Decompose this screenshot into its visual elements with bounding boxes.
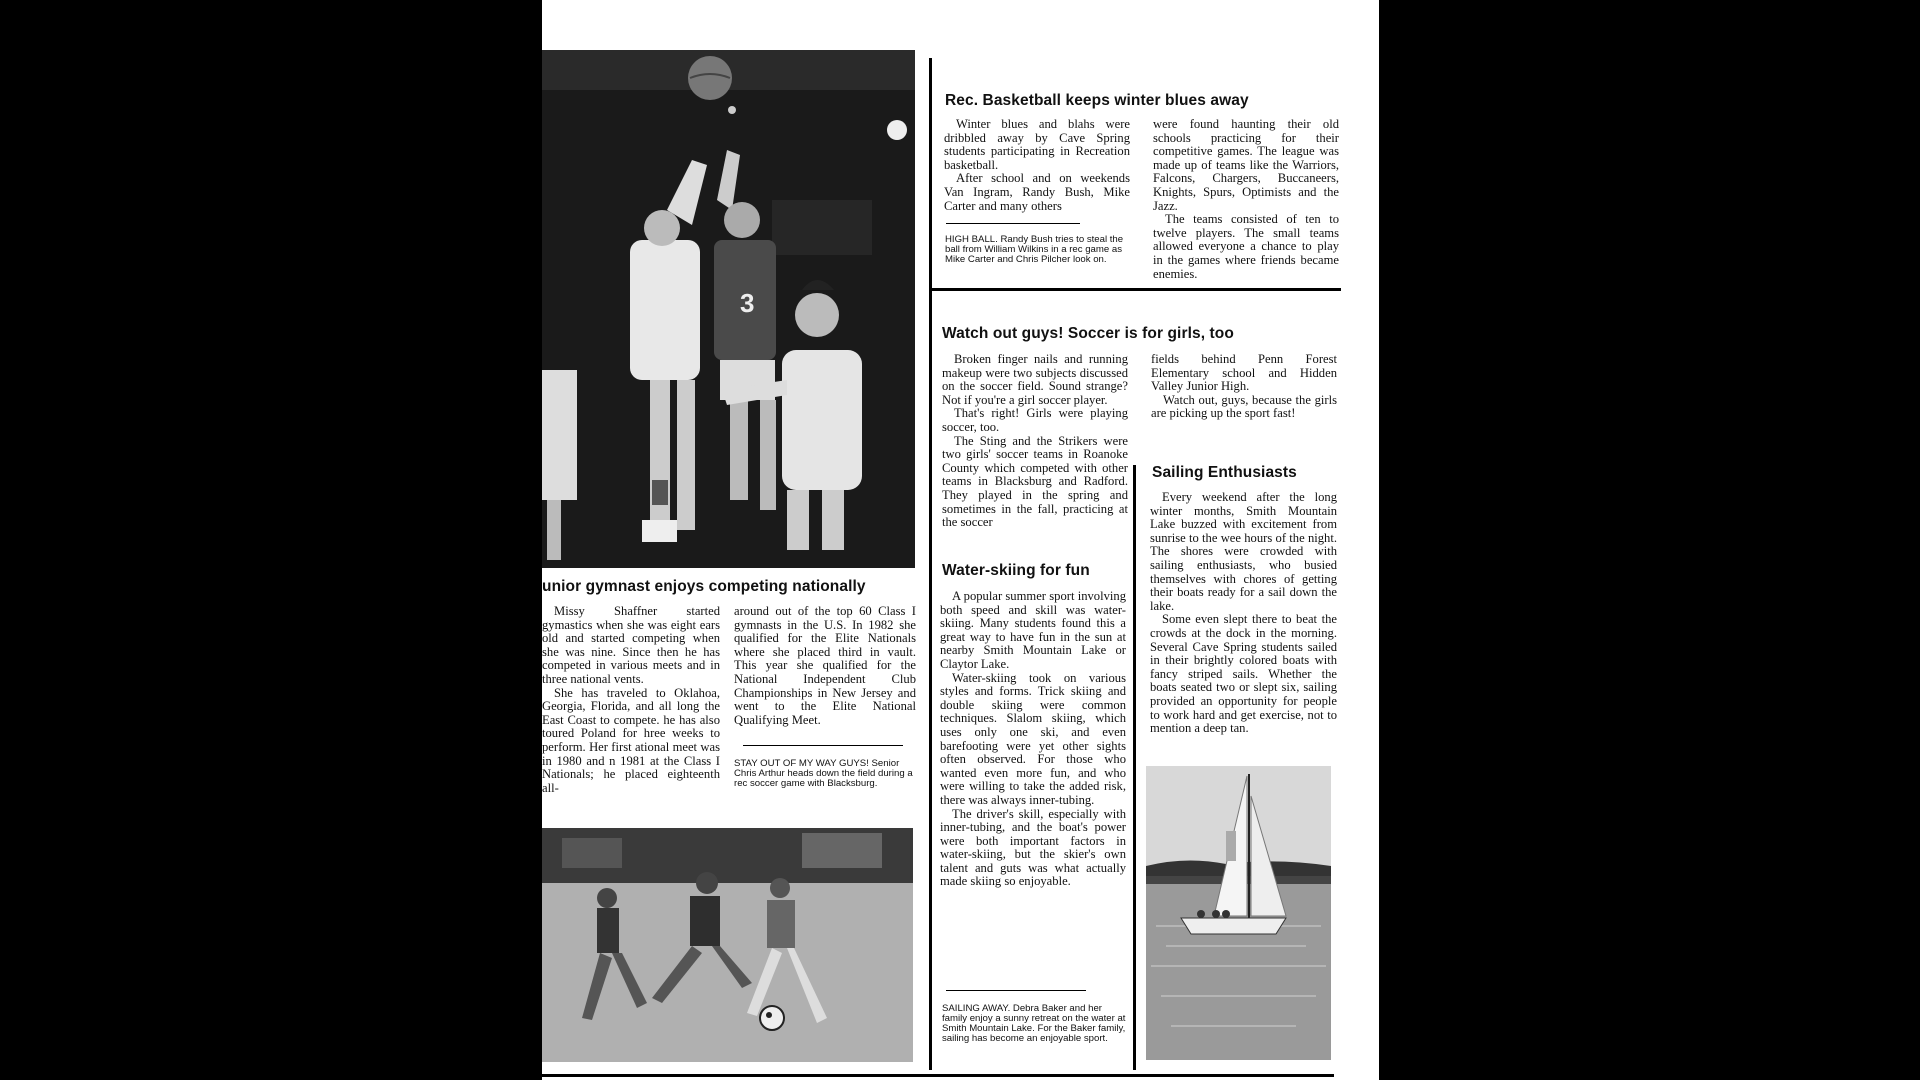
basketball-caption: HIGH BALL. Randy Bush tries to steal the ball from William Wilkins in a rec game as Mike Carter and Chris Pilcher look on. <box>945 234 1124 265</box>
caption-rule-sailing <box>946 990 1086 991</box>
gymnast-col-1 <box>542 605 720 795</box>
paragraph: Winter blues and blahs were dribbled away by Cave Spring students participating in Recreation basketball. <box>944 117 1130 172</box>
paragraph: Missy Shaffner started gymastics when she was eight ears old and started competing when she was nine. Since then he has competed in various meets and in three national vents. <box>542 604 720 686</box>
gymnast-headline: unior gymnast enjoys competing nationally <box>542 578 866 595</box>
paragraph: After school and on weekends Van Ingram, Randy Bush, Mike Carter and many others <box>944 171 1130 213</box>
sailing-body <box>1150 491 1337 736</box>
caption-rule-soccer <box>743 745 903 746</box>
section-rule-1 <box>929 288 1341 291</box>
soccer-col-2 <box>1151 353 1337 421</box>
jersey-number: 3 <box>740 288 755 318</box>
waterski-headline: Water-skiing for fun <box>942 562 1090 579</box>
basketball-photo <box>542 50 915 568</box>
basketball-headline: Rec. Basketball keeps winter blues away <box>945 92 1249 109</box>
yearbook-page <box>542 0 1379 1080</box>
paragraph: She has traveled to Oklahoa, Georgia, Florida, and all long the East Coast to compete. he has also toured Poland for hree weeks to perform. Her first ational meet was in 1980 and n 1981 at the Class I Nationals; he placed eighteenth all- <box>542 685 720 795</box>
paragraph: Every weekend after the long winter months, Smith Mountain Lake buzzed with excitement from sunrise to the wee hours of the night. The shores were crowded with sailing enthusiasts, who busied themselves with chores of getting their boats ready for a sail down the lake. <box>1150 490 1337 613</box>
paragraph: around out of the top 60 Class I gymnasts in the U.S. In 1982 she qualified for the Elite Nationals where she placed third in vault. This year she qualified for the National Independent Club Championships in New Jersey and went to the Elite National Qualifying Meet. <box>734 604 916 727</box>
soccer-col-1 <box>942 353 1128 530</box>
caption-rule-basketball <box>946 223 1080 224</box>
column-rule-1 <box>929 58 932 1070</box>
soccer-photo <box>542 828 913 1062</box>
bottom-rule <box>542 1074 1334 1077</box>
paragraph: Broken finger nails and running makeup were two subjects discussed on the soccer field. Sound strange? Not if you're a girl soccer player. <box>942 352 1128 407</box>
paragraph: That's right! Girls were playing soccer, too. <box>942 406 1128 434</box>
paragraph: The driver's skill, especially with inner-tubing, and the boat's power were both important factors in water-skiing, but the skier's own talent and guts was what actually made skiing so enjoyable. <box>940 806 1126 889</box>
soccer-headline: Watch out guys! Soccer is for girls, too <box>942 325 1234 342</box>
paragraph: fields behind Penn Forest Elementary school and Hidden Valley Junior High. <box>1151 352 1337 394</box>
soccer-caption: STAY OUT OF MY WAY GUYS! Senior Chris Arthur heads down the field during a rec soccer game with Blacksburg. <box>734 758 913 789</box>
paragraph: Water-skiing took on various styles and forms. Trick skiing and double skiing were common techniques. Slalom skiing, which uses only one ski, and even barefooting were yet other sights often observed. For those who wanted even more fun, and who were willing to take the added risk, there was always inner-tubing. <box>940 670 1126 807</box>
paragraph: The Sting and the Strikers were two girls' soccer teams in Roanoke County which competed with other teams in Blacksburg and Radford. They played in the spring and sometimes in the fall, practicing at the soccer <box>942 433 1128 530</box>
paragraph: Some even slept there to beat the crowds at the dock in the morning. Several Cave Spring students sailed in their brightly colored boats with fancy striped sails. Whether the boats seated two or slept six, sailing provided an opportunity for people to work hard and get exercise, not to mention a deep tan. <box>1150 612 1337 736</box>
paragraph: were found haunting their old schools practicing for their competitive games. The league was made up of teams like the Warriors, Falcons, Chargers, Buccaneers, Knights, Spurs, Optimists and the Jazz. <box>1153 117 1339 213</box>
sailing-headline: Sailing Enthusiasts <box>1152 464 1297 481</box>
basketball-col-2 <box>1153 118 1339 281</box>
sailboat-photo <box>1146 766 1331 1060</box>
paragraph: A popular summer sport involving both speed and skill was water-skiing. Many students found this a great way to have fun in the sun at nearby Smith Mountain Lake or Claytor Lake. <box>940 589 1126 671</box>
basketball-col-1 <box>944 118 1130 213</box>
column-rule-2 <box>1133 465 1136 1070</box>
paragraph: The teams consisted of ten to twelve players. The small teams allowed everyone a chance to play in the games where friends became enemies. <box>1153 212 1339 281</box>
paragraph: Watch out, guys, because the girls are picking up the sport fast! <box>1151 392 1337 421</box>
waterski-body <box>940 590 1126 889</box>
sailing-caption: SAILING AWAY. Debra Baker and her family enjoy a sunny retreat on the water at Smith Mountain Lake. For the Baker family, sailing has become an enjoyable sport. <box>942 1003 1126 1044</box>
gymnast-col-2 <box>734 605 916 727</box>
